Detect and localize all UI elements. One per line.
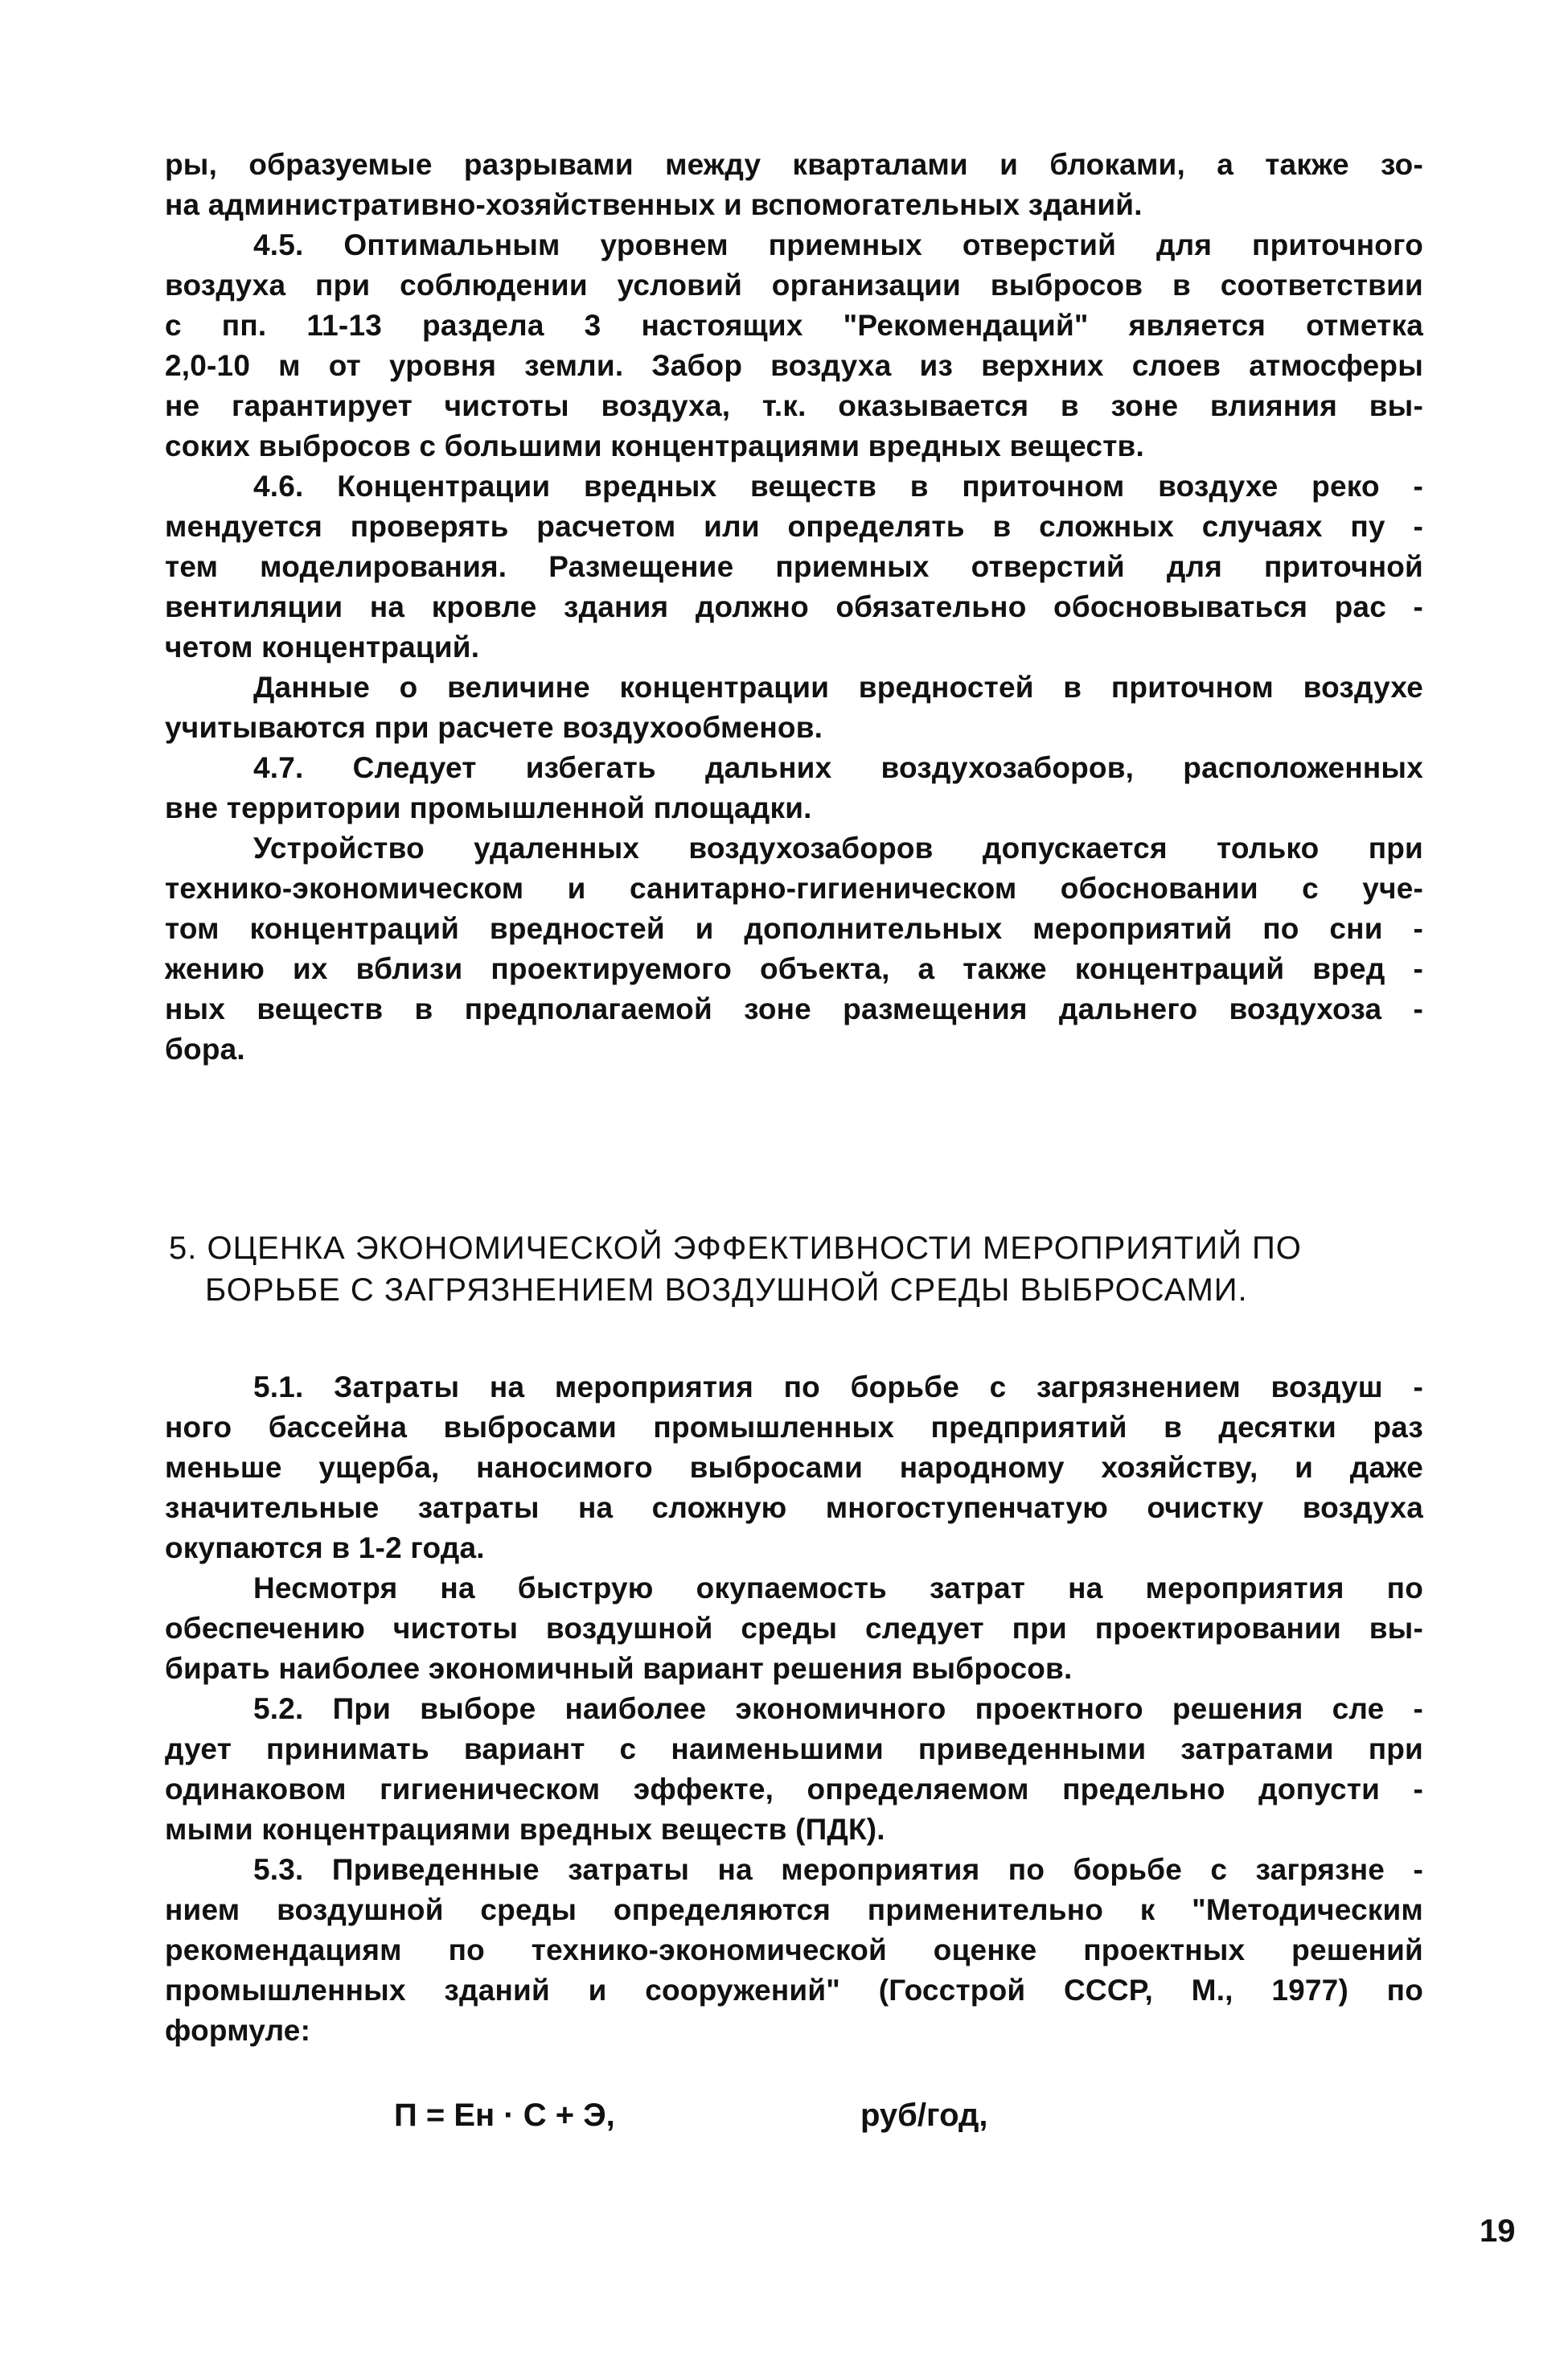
text-line: Несмотря на быструю окупаемость затрат на мероприятия по: [253, 1572, 1423, 1605]
text-line: 5.2. При выборе наиболее экономичного проектного решения сле -: [253, 1692, 1423, 1725]
text-line: 4.6. Концентрации вредных веществ в приточном воздухе реко -: [253, 470, 1423, 503]
text-line: формуле:: [165, 2014, 311, 2047]
text-line: нием воздушной среды определяются применительно к "Методическим: [165, 1893, 1423, 1926]
text-line: четом концентраций.: [165, 631, 480, 664]
text-line: том концентраций вредностей и дополнительных мероприятий по сни -: [165, 912, 1423, 945]
formula: П = Ен · С + Э,: [394, 2098, 615, 2133]
paragraph: [165, 225, 1423, 466]
paragraph: [165, 145, 1423, 225]
text-line: вне территории промышленной площадки.: [165, 791, 812, 824]
text-line: ного бассейна выбросами промышленных предприятий в десятки раз: [165, 1411, 1423, 1444]
text-line: мендуется проверять расчетом или определять в сложных случаях пу -: [165, 510, 1423, 543]
paragraph: [165, 1689, 1423, 1850]
text-line: бора.: [165, 1033, 245, 1066]
text-line: учитываются при расчете воздухообменов.: [165, 711, 823, 744]
section-5-text: [165, 1367, 1423, 2051]
text-line: 2,0-10 м от уровня земли. Забор воздуха из верхних слоев атмосферы: [165, 349, 1423, 382]
text-line: значительные затраты на сложную многоступенчатую очистку воздуха: [165, 1491, 1423, 1524]
text-line: дует принимать вариант с наименьшими приведенными затратами при: [165, 1732, 1423, 1765]
paragraph: [165, 668, 1423, 748]
text-line: 5.1. Затраты на мероприятия по борьбе с загрязнением воздуш -: [253, 1370, 1423, 1403]
text-line: 5.3. Приведенные затраты на мероприятия по борьбе с загрязне -: [253, 1853, 1423, 1886]
text-line: тем моделирования. Размещение приемных отверстий для приточной: [165, 550, 1423, 583]
section-4-text: [165, 145, 1423, 1070]
text-line: соких выбросов с большими концентрациями вредных веществ.: [165, 429, 1144, 462]
text-line: 4.5. Оптимальным уровнем приемных отверстий для приточного: [253, 228, 1423, 261]
paragraph: [165, 828, 1423, 1070]
text-line: рекомендациям по технико-экономической оценке проектных решений: [165, 1933, 1423, 1966]
paragraph: [165, 466, 1423, 668]
text-line: мыми концентрациями вредных веществ (ПДК).: [165, 1813, 885, 1846]
paragraph: [165, 1850, 1423, 2051]
paragraph: [165, 1568, 1423, 1689]
text-line: вентиляции на кровле здания должно обязательно обосновываться рас -: [165, 590, 1423, 623]
section-5-heading-line-2: БОРЬБЕ С ЗАГРЯЗНЕНИЕМ ВОЗДУШНОЙ СРЕДЫ ВЫБРОСАМИ.: [205, 1272, 1248, 1308]
text-line: на административно-хозяйственных и вспомогательных зданий.: [165, 188, 1143, 221]
text-line: обеспечению чистоты воздушной среды следует при проектировании вы-: [165, 1612, 1423, 1645]
paragraph: [165, 1367, 1423, 1568]
formula-unit: руб/год,: [860, 2098, 988, 2133]
text-line: технико-экономическом и санитарно-гигиеническом обосновании с уче-: [165, 872, 1423, 905]
text-line: с пп. 11-13 раздела 3 настоящих "Рекомендаций" является отметка: [165, 309, 1423, 342]
text-line: жению их вблизи проектируемого объекта, а также концентраций вред -: [165, 952, 1423, 985]
page-number: 19: [1480, 2213, 1516, 2249]
text-line: не гарантирует чистоты воздуха, т.к. оказывается в зоне влияния вы-: [165, 389, 1423, 422]
text-line: 4.7. Следует избегать дальних воздухозаборов, расположенных: [253, 751, 1423, 784]
text-line: одинаковом гигиеническом эффекте, определяемом предельно допусти -: [165, 1773, 1423, 1806]
paragraph: [165, 748, 1423, 828]
text-line: Устройство удаленных воздухозаборов допускается только при: [253, 832, 1423, 865]
text-line: окупаются в 1-2 года.: [165, 1531, 485, 1564]
text-line: ных веществ в предполагаемой зоне размещения дальнего воздухоза -: [165, 992, 1423, 1025]
text-line: Данные о величине концентрации вредностей в приточном воздухе: [253, 671, 1423, 704]
text-line: промышленных зданий и сооружений" (Госстрой СССР, М., 1977) по: [165, 1974, 1423, 2007]
text-line: бирать наиболее экономичный вариант решения выбросов.: [165, 1652, 1073, 1685]
text-line: меньше ущерба, наносимого выбросами народному хозяйству, и даже: [165, 1451, 1423, 1484]
text-line: ры, образуемые разрывами между кварталами и блоками, а также зо-: [165, 148, 1423, 181]
text-line: воздуха при соблюдении условий организации выбросов в соответствии: [165, 269, 1423, 302]
section-5-heading-line-1: 5. ОЦЕНКА ЭКОНОМИЧЕСКОЙ ЭФФЕКТИВНОСТИ МЕРОПРИЯТИЙ ПО: [169, 1231, 1302, 1266]
